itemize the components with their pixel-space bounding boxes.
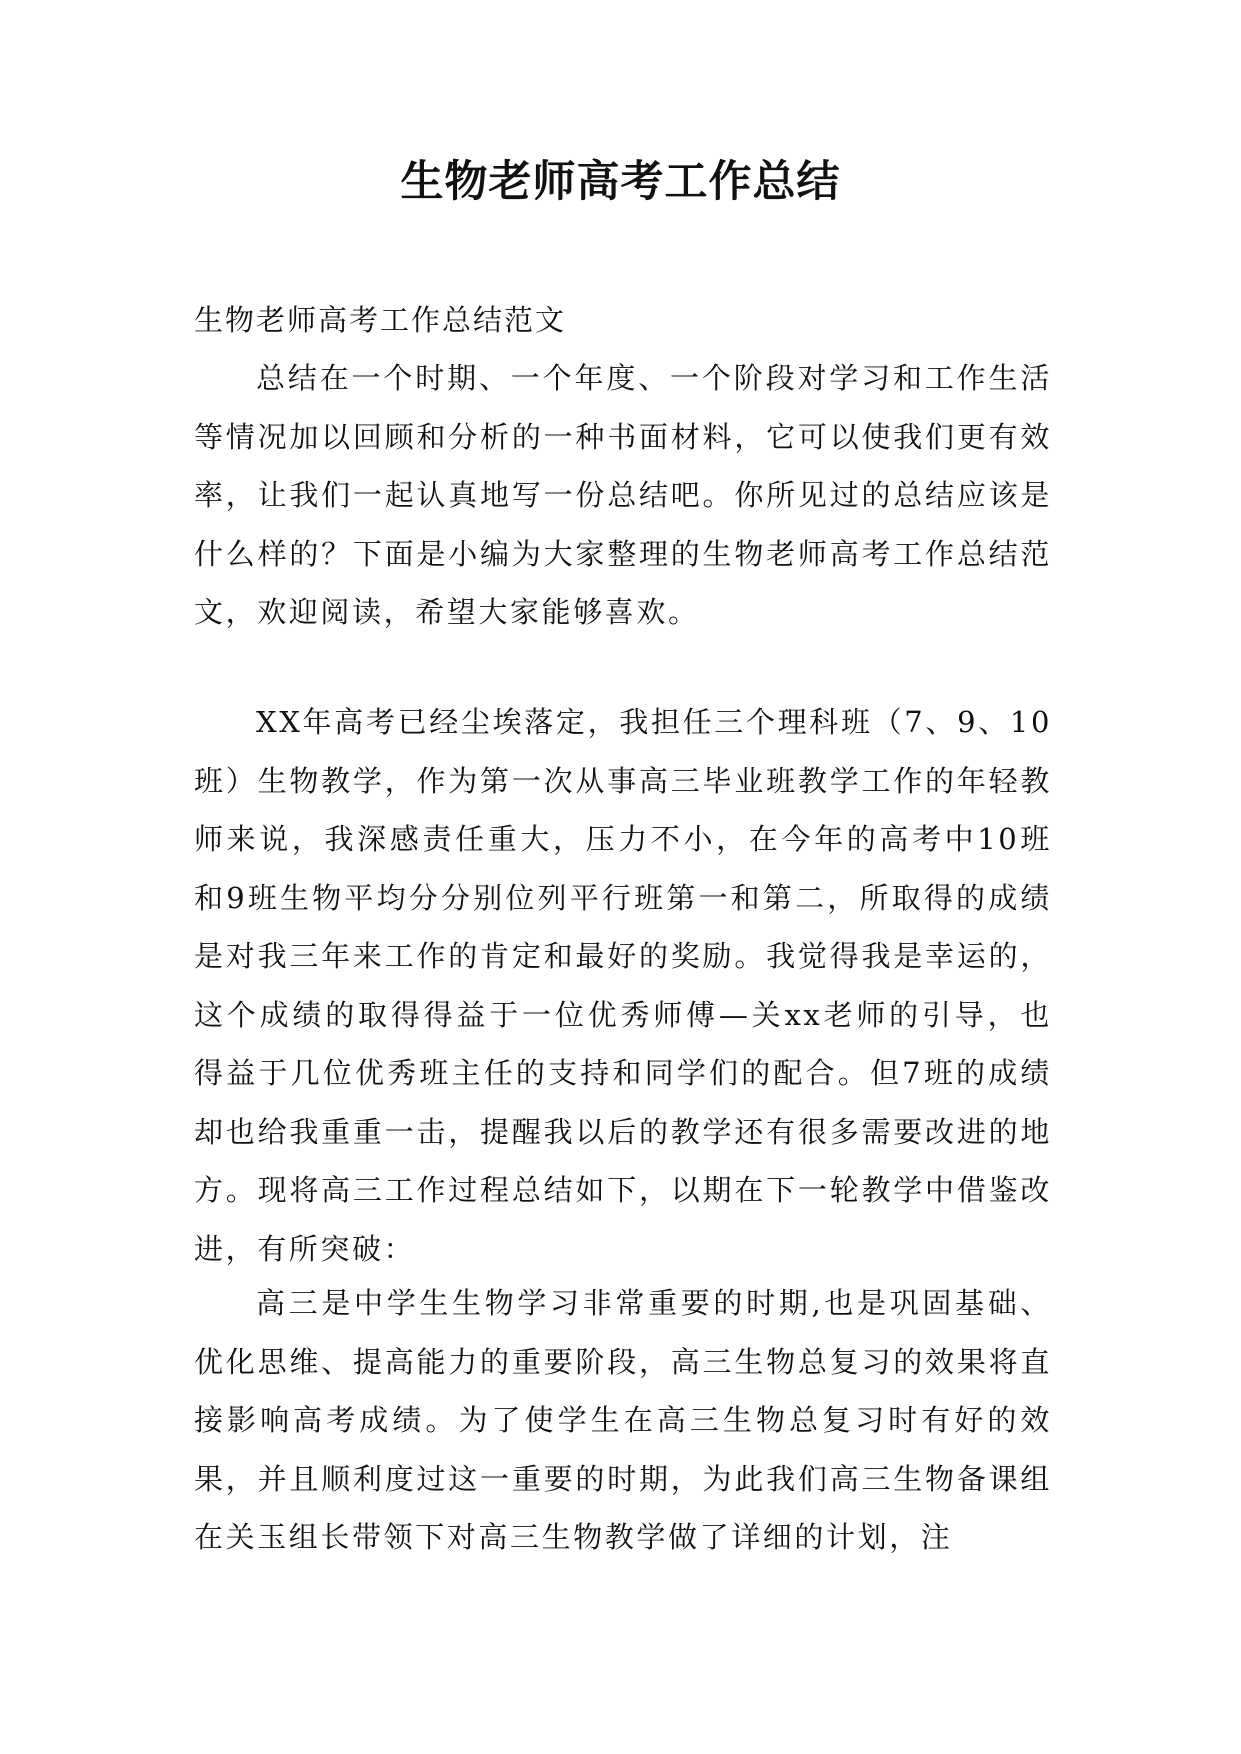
- paragraph-body-1: XX年高考已经尘埃落定，我担任三个理科班（7、9、10班）生物教学，作为第一次从事高三毕业班教学工作的年轻教师来说，我深感责任重大，压力不小，在今年的高考中10班和9班生物平均分分别位列平行班第一和第二，所取得的成绩是对我三年来工作的肯定和最好的奖励。我觉得我是幸运的，这个成绩的取得得益于一位优秀师傅—关xx老师的引导，也得益于几位优秀班主任的支持和同学们的配合。但7班的成绩却也给我重重一击，提醒我以后的教学还有很多需要改进的地方。现将高三工作过程总结如下，以期在下一轮教学中借鉴改进，有所突破：: [194, 705, 1052, 1266]
- document-subtitle: 生物老师高考工作总结范文: [194, 303, 567, 337]
- paragraph-intro: 总结在一个时期、一个年度、一个阶段对学习和工作生活等情况加以回顾和分析的一种书面材料，它可以使我们更有效率，让我们一起认真地写一份总结吧。你所见过的总结应该是什么样的？下面是小编为大家整理的生物老师高考工作总结范文，欢迎阅读，希望大家能够喜欢。: [194, 361, 1052, 629]
- document-title: 生物老师高考工作总结: [400, 157, 841, 207]
- paragraph-body-2: 高三是中学生生物学习非常重要的时期,也是巩固基础、优化思维、提高能力的重要阶段，高三生物总复习的效果将直接影响高考成绩。为了使学生在高三生物总复习时有好的效果，并且顺利度过这一重要的时期，为此我们高三生物备课组在关玉组长带领下对高三生物教学做了详细的计划，注: [194, 1286, 1052, 1554]
